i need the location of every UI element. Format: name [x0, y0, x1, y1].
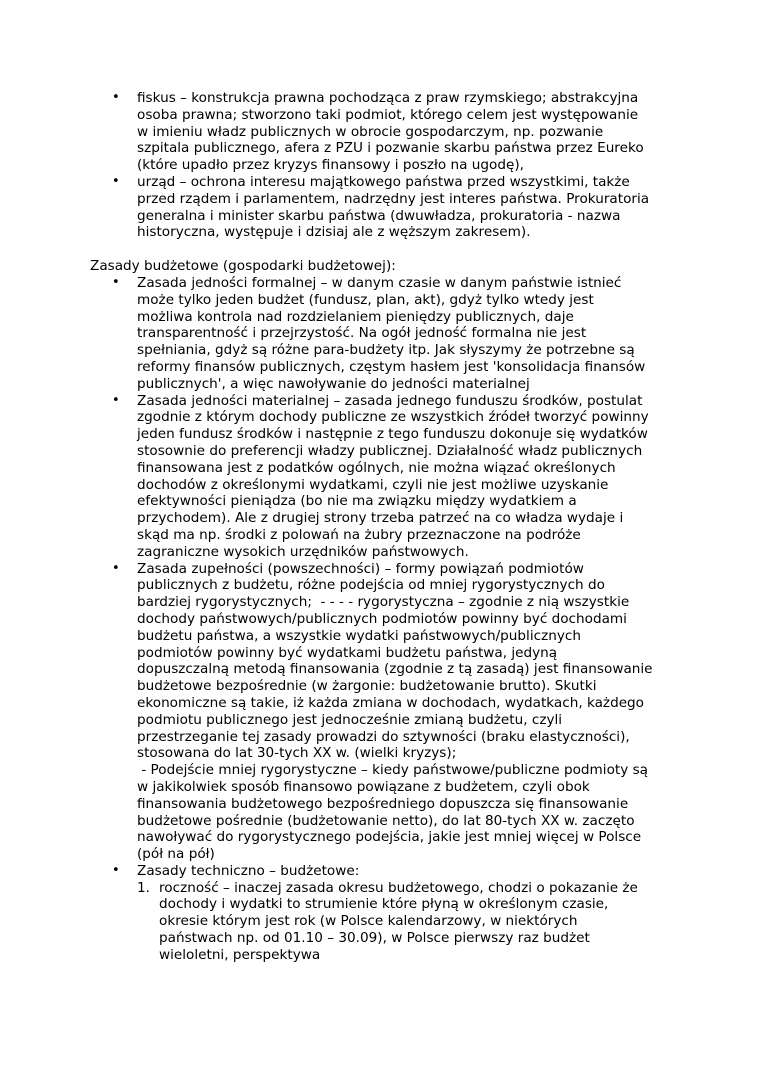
list-item-jednosc-materialna — [112, 392, 697, 561]
text-line: urząd – ochrona interesu majątkowego państwa przed wszystkimi, także — [137, 173, 630, 190]
bullet-marker: • — [112, 275, 120, 290]
text-line: historyczna, występuje i dzisiaj ale z węższym zakresem). — [137, 224, 531, 241]
text-line: reformy finansów publicznych, częstym hasłem jest 'konsolidacja finansów — [137, 358, 646, 375]
bullet-marker: • — [112, 392, 120, 408]
text-line: zgodnie z którym dochody publiczne ze wszystkich źródeł tworzyć powinny — [137, 409, 649, 426]
text-line: (pół na pół) — [137, 846, 215, 863]
text-line: finansowania budżetowego bezpośredniego dopuszcza się finansowanie — [137, 795, 629, 812]
text-line: publicznych', a więc nawoływanie do jedności materialnej — [137, 375, 530, 392]
numbered-item-rocznosc — [137, 879, 697, 964]
text-line: stosowana do lat 30-tych XX w. (wielki kryzys); — [137, 745, 457, 762]
text-line: ekonomiczne są takie, iż każda zmiana w dochodach, wydatkach, każdego — [137, 694, 645, 711]
text-line: możliwa kontrola nad rozdzielaniem pieniędzy publicznych, daje — [137, 308, 574, 325]
text-line: Zasada jedności materialnej – zasada jednego funduszu środków, postulat — [137, 392, 643, 409]
section-heading: Zasady budżetowe (gospodarki budżetowej): — [90, 258, 396, 274]
list-item-fiskus — [112, 90, 697, 174]
bullet-marker: • — [112, 862, 120, 878]
text-line: podmiotów powinny być wydatkami budżetu państwa, jedyną — [137, 644, 558, 661]
text-line: w jakikolwiek sposób finansowo powiązane z budżetem, czyli obok — [137, 778, 590, 795]
bullet-marker: • — [112, 90, 120, 105]
text-line: okresie którym jest rok (w Polsce kalendarzowy, w niektórych — [159, 913, 578, 930]
text-line: przychodem). Ale z drugiej strony trzeba patrzeć na co władza wydaje i — [137, 510, 624, 527]
text-line: budżetowe bezpośrednie (w żargonie: budżetowanie brutto). Skutki — [137, 678, 597, 695]
text-line: wieloletni, perspektywa — [159, 946, 321, 963]
main-bullet-list — [112, 275, 697, 964]
text-line: generalna i minister skarbu państwa (dwuwładza, prokuratoria - nazwa — [137, 207, 621, 224]
text-line: Zasada zupełności (powszechności) – formy powiązań podmiotów — [137, 560, 584, 577]
list-item-zupelnosc — [112, 560, 697, 863]
text-line: przestrzeganie tej zasady prowadzi do sztywności (braku elastyczności), — [137, 728, 630, 745]
text-line: dochodów z określonymi wydatkami, czyli nie jest możliwe uzyskanie — [137, 476, 609, 493]
list-item-jednosc-formalna — [112, 275, 697, 393]
text-line: państwach np. od 01.10 – 30.09), w Polsce pierwszy raz budżet — [159, 930, 590, 947]
text-line: Zasady techniczno – budżetowe: — [137, 862, 360, 879]
item-number: 1. — [137, 879, 150, 896]
text-line: budżetu państwa, a wszystkie wydatki państwowych/publicznych — [137, 627, 581, 644]
bullet-marker: • — [112, 560, 120, 576]
text-line: stosownie do preferencji władzy publicznej. Działalność władz publicznych — [137, 442, 643, 459]
text-line: zagraniczne wysokich urzędników państwowych. — [137, 543, 469, 560]
list-item-urzad — [112, 173, 697, 241]
bullet-marker: • — [112, 173, 120, 189]
text-line: Zasada jedności formalnej – w danym czasie w danym państwie istnieć — [137, 275, 622, 291]
text-line: przed rządem i parlamentem, nadrzędny jest interes państwa. Prokuratoria — [137, 190, 650, 207]
text-line: - Podejście mniej rygorystyczne – kiedy państwowe/publiczne podmioty są — [137, 762, 648, 779]
text-line: fiskus – konstrukcja prawna pochodząca z praw rzymskiego; abstrakcyjna — [137, 90, 639, 106]
text-line: publicznych z budżetu, różne podejścia od mniej rygorystycznych do — [137, 577, 605, 594]
text-line: dochody i wydatki to strumienie które płyną w określonym czasie, — [159, 896, 609, 913]
text-line: (które upadło przez kryzys finansowy i poszło na ugodę), — [137, 157, 524, 174]
text-line: szpitala publicznego, afera z PZU i pozwanie skarbu państwa przez Eureko — [137, 140, 644, 157]
text-line: dochody państwowych/publicznych podmiotów powinny być dochodami — [137, 610, 627, 627]
text-line: dopuszczalną metodą finansowania (zgodnie z tą zasadą) jest finansowanie — [137, 661, 653, 678]
text-line: bardziej rygorystycznych; - - - - rygorystyczna – zgodnie z nią wszystkie — [137, 594, 630, 611]
text-line: w imieniu władz publicznych w obrocie gospodarczym, np. pozwanie — [137, 123, 604, 140]
text-line: osoba prawna; stworzono taki podmiot, którego celem jest występowanie — [137, 106, 639, 123]
text-line: nawoływać do rygorystycznego podejścia, jakie jest mniej więcej w Polsce — [137, 829, 642, 846]
text-line: roczność – inaczej zasada okresu budżetowego, chodzi o pokazanie że — [159, 879, 638, 896]
text-line: może tylko jeden budżet (fundusz, plan, akt), gdyż tylko wtedy jest — [137, 291, 594, 308]
text-line: spełniania, gdyż są różne para-budżety itp. Jak słyszymy że potrzebne są — [137, 342, 635, 359]
numbered-sublist — [137, 879, 697, 964]
text-line: jeden fundusz środków i następnie z tego funduszu dokonuje się wydatków — [137, 426, 648, 443]
text-line: efektywności pieniądza (bo nie ma związku między wydatkiem a — [137, 493, 577, 510]
text-line: skąd ma np. środki z polowań na żubry przeznaczone na podróże — [137, 526, 581, 543]
list-item-zasady-techniczne — [112, 862, 697, 964]
text-line: finansowana jest z podatków ogólnych, nie można wiązać określonych — [137, 459, 616, 476]
text-line: podmiotu publicznego jest jednocześnie zmianą budżetu, czyli — [137, 711, 563, 728]
text-line: transparentność i przejrzystość. Na ogół jedność formalna nie jest — [137, 325, 587, 342]
top-bullet-list — [112, 90, 697, 241]
text-line: budżetowe pośrednie (budżetowanie netto), do lat 80-tych XX w. zaczęto — [137, 812, 635, 829]
